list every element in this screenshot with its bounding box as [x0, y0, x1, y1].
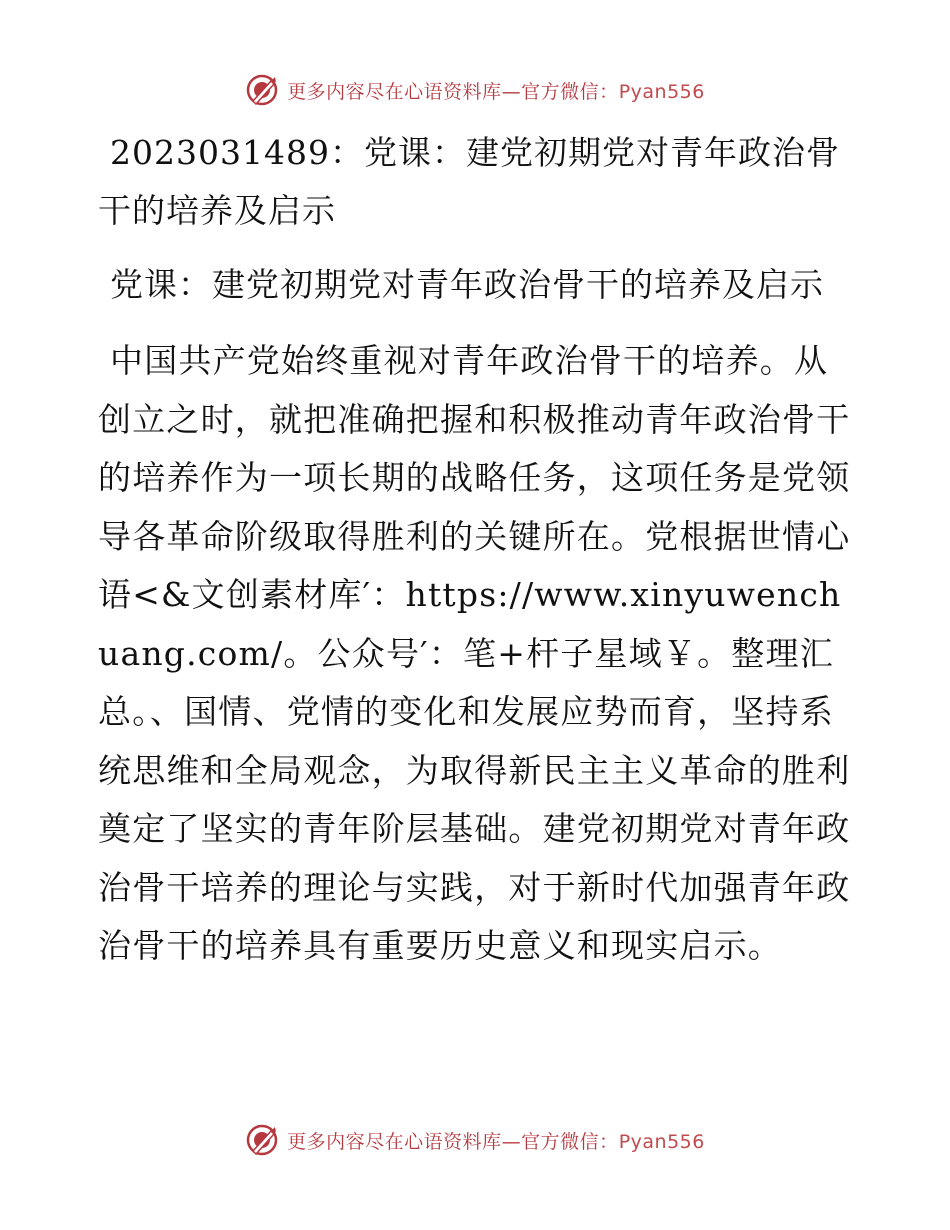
header-watermark-banner [0, 70, 950, 110]
document-content [98, 124, 858, 976]
document-body-paragraph: 中国共产党始终重视对青年政治骨干的培养。从创立之时，就把准确把握和积极推动青年政治骨干的培养作为一项长期的战略任务，这项任务是党领导各革命阶级取得胜利的关键所在。党根据世情心语<&文创素材库′：https://www.xinyuwenchuang.com/。公众号′：笔+杆子星域￥。整理汇总。、国情、党情的变化和发展应势而育，坚持系统思维和全局观念，为取得新民主主义革命的胜利奠定了坚实的青年阶层基础。建党初期党对青年政治骨干培养的理论与实践，对于新时代加强青年政治骨干的培养具有重要历史意义和现实启示。 [98, 341, 851, 965]
document-subtitle: 党课：建党初期党对青年政治骨干的培养及启示 [110, 265, 824, 304]
document-title: 2023031489：党课：建党初期党对青年政治骨干的培养及启示 [98, 133, 840, 230]
pen-logo-icon [245, 73, 279, 107]
pen-logo-icon [245, 1123, 279, 1157]
footer-watermark-banner [0, 1120, 950, 1160]
header-watermark-text: 更多内容尽在心语资料库—官方微信：Pyan556 [287, 80, 705, 103]
footer-watermark-text: 更多内容尽在心语资料库—官方微信：Pyan556 [287, 1130, 705, 1153]
